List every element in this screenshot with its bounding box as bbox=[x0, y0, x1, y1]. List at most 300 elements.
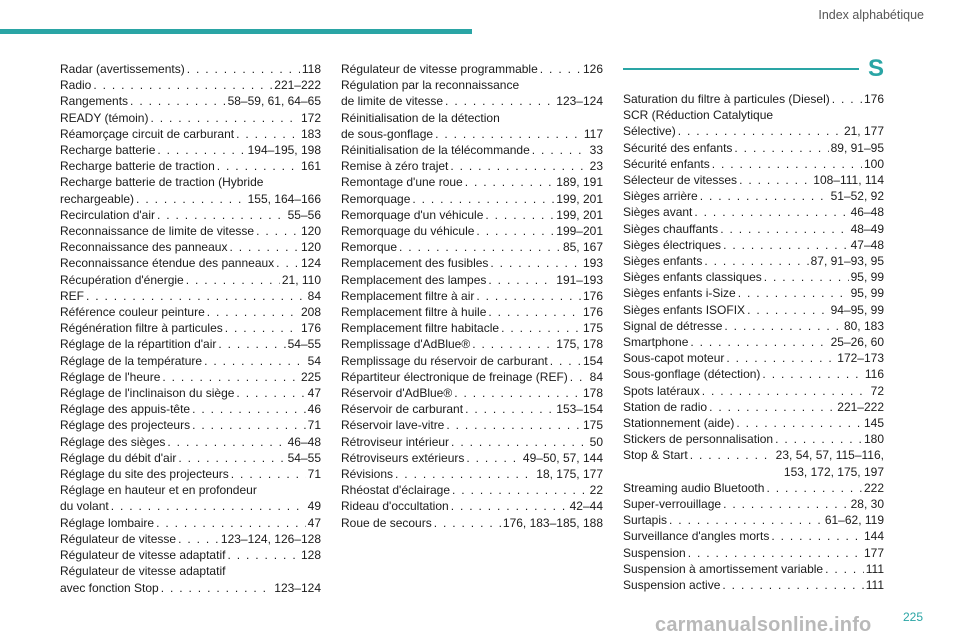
dot-leader bbox=[678, 123, 842, 139]
index-entry-text: Régulateur de vitesse adaptatif bbox=[60, 564, 226, 579]
index-entry bbox=[623, 156, 884, 172]
index-entry-row bbox=[623, 350, 884, 366]
index-entry-text: de sous-gonflage bbox=[341, 126, 434, 141]
index-entry-row bbox=[341, 126, 603, 142]
dot-leader bbox=[723, 237, 849, 253]
dot-leader bbox=[726, 350, 835, 366]
index-entry bbox=[623, 496, 884, 512]
page-number: 225 bbox=[902, 610, 923, 624]
dot-leader bbox=[136, 191, 246, 207]
dot-leader bbox=[229, 239, 299, 255]
index-entry bbox=[60, 77, 321, 93]
index-entry-text: Sièges avant bbox=[623, 205, 693, 220]
index-entry bbox=[623, 415, 884, 431]
index-entry-row bbox=[623, 221, 884, 237]
index-entry-pages: 23, 54, 57, 115–116, bbox=[775, 448, 884, 463]
dot-leader bbox=[775, 431, 862, 447]
index-entry-text: Référence couleur peinture bbox=[60, 305, 205, 320]
index-entry bbox=[623, 447, 884, 479]
index-entry bbox=[60, 515, 321, 531]
index-entry-pages: 183 bbox=[300, 126, 321, 141]
dot-leader bbox=[452, 482, 588, 498]
dot-leader bbox=[771, 528, 862, 544]
index-entry-text: Réamorçage circuit de carburant bbox=[60, 126, 235, 141]
index-entry-row bbox=[341, 401, 603, 417]
dot-leader bbox=[236, 385, 305, 401]
index-entry-row bbox=[623, 253, 884, 269]
index-entry bbox=[341, 336, 603, 352]
section-rule bbox=[623, 68, 859, 70]
dot-leader bbox=[207, 304, 299, 320]
index-entry-row bbox=[623, 447, 884, 463]
index-entry-text: Recirculation d'air bbox=[60, 207, 155, 222]
dot-leader bbox=[465, 174, 555, 190]
index-entry-text: Reconnaissance des panneaux bbox=[60, 240, 228, 255]
index-entry-row bbox=[623, 383, 884, 399]
index-entry-text: Sièges chauffants bbox=[623, 221, 719, 236]
index-entry bbox=[60, 126, 321, 142]
index-entry-text: Suspension bbox=[623, 545, 686, 560]
index-entry bbox=[60, 531, 321, 547]
index-entry-row bbox=[623, 512, 884, 528]
index-entry bbox=[60, 93, 321, 109]
dot-leader bbox=[86, 288, 306, 304]
index-entry bbox=[60, 239, 321, 255]
index-entry-pages: 94–95, 99 bbox=[830, 302, 884, 317]
index-entry-pages: 22 bbox=[589, 483, 603, 498]
index-entry-pages: 176 bbox=[863, 92, 884, 106]
index-entry-text: Stickers de personnalisation bbox=[623, 432, 774, 447]
index-entry-text: Rétroviseur intérieur bbox=[341, 434, 450, 449]
dot-leader bbox=[488, 272, 554, 288]
index-entry-row bbox=[60, 61, 321, 77]
index-entry-row bbox=[60, 77, 321, 93]
watermark: carmanualsonline.info bbox=[655, 614, 872, 636]
index-entry-pages: 120 bbox=[300, 224, 321, 239]
index-entry-text: Sièges enfants classiques bbox=[623, 270, 762, 285]
dot-leader bbox=[451, 434, 588, 450]
index-entry-row bbox=[60, 272, 321, 288]
dot-leader bbox=[550, 353, 581, 369]
index-entry bbox=[341, 466, 603, 482]
index-entry-text: Radar (avertissements) bbox=[60, 62, 185, 76]
index-entry bbox=[60, 272, 321, 288]
index-entry-text: Sécurité des enfants bbox=[623, 140, 733, 155]
index-entry bbox=[623, 140, 884, 156]
index-entry-pages: 95, 99 bbox=[850, 270, 884, 285]
index-entry bbox=[60, 434, 321, 450]
index-entry bbox=[341, 61, 603, 77]
index-entry-text: Réglage lombaire bbox=[60, 515, 155, 530]
dot-leader bbox=[540, 61, 581, 77]
index-entry-pages-cont: 153, 172, 175, 197 bbox=[783, 464, 884, 479]
index-entry-pages: 95, 99 bbox=[850, 286, 884, 301]
index-entry-text: Signal de détresse bbox=[623, 318, 723, 333]
index-entry-text: Smartphone bbox=[623, 335, 689, 350]
index-entry-text: Réglage de la répartition d'air bbox=[60, 337, 217, 352]
index-entry bbox=[341, 174, 603, 190]
index-entry-row bbox=[60, 239, 321, 255]
index-entry bbox=[623, 334, 884, 350]
index-entry-pages: 117 bbox=[583, 126, 603, 141]
index-entry-pages: 87, 91–93, 95 bbox=[810, 254, 884, 269]
index-entry-text: Saturation du filtre à particules (Diesel) bbox=[623, 92, 830, 106]
dot-leader bbox=[434, 515, 501, 531]
index-entry-text: Stationnement (aide) bbox=[623, 416, 735, 431]
index-entry-row bbox=[341, 320, 603, 336]
dot-leader bbox=[712, 156, 862, 172]
index-entry bbox=[341, 110, 603, 142]
index-entry-pages: 47 bbox=[307, 515, 321, 530]
index-entry bbox=[623, 285, 884, 301]
index-entry bbox=[341, 239, 603, 255]
index-entry-pages: 123–124 bbox=[274, 580, 321, 595]
dot-leader bbox=[399, 239, 561, 255]
header-accent-bar bbox=[0, 29, 472, 34]
index-entry-pages: 47–48 bbox=[850, 237, 884, 252]
index-entry-text: Streaming audio Bluetooth bbox=[623, 480, 765, 495]
dot-leader bbox=[747, 302, 829, 318]
index-entry-pages: 221–222 bbox=[274, 78, 321, 93]
index-entry bbox=[341, 207, 603, 223]
index-entry-row bbox=[623, 156, 884, 172]
index-entry-row bbox=[341, 498, 603, 514]
index-entry-row bbox=[60, 288, 321, 304]
index-entry-row bbox=[60, 417, 321, 433]
index-entry-pages: 111 bbox=[865, 578, 884, 593]
index-entry-row bbox=[341, 434, 603, 450]
index-entry-text: Réglage de la température bbox=[60, 353, 203, 368]
index-entry-row bbox=[341, 158, 603, 174]
index-entry-pages: 176 bbox=[300, 321, 321, 336]
index-entry-row bbox=[341, 369, 603, 385]
index-entry-text: Régénération filtre à particules bbox=[60, 321, 223, 336]
index-entry-text: Réinitialisation de la télécommande bbox=[341, 143, 530, 158]
dot-leader bbox=[162, 369, 299, 385]
index-entry-row bbox=[623, 188, 884, 204]
index-entry-pages: 50 bbox=[589, 434, 603, 449]
dot-leader bbox=[256, 223, 299, 239]
index-entry-pages: 71 bbox=[307, 467, 321, 482]
index-entry-text: Réglage en hauteur et en profondeur bbox=[60, 483, 257, 498]
index-entry bbox=[60, 466, 321, 482]
index-entry bbox=[60, 207, 321, 223]
index-entry bbox=[341, 369, 603, 385]
index-entry-row bbox=[623, 399, 884, 415]
dot-leader bbox=[690, 334, 828, 350]
index-entry-row bbox=[60, 466, 321, 482]
index-entry bbox=[341, 320, 603, 336]
index-entry bbox=[341, 158, 603, 174]
index-entry-row bbox=[60, 93, 321, 109]
index-entry-text: Remise à zéro trajet bbox=[341, 159, 449, 174]
index-entry-text: rechargeable) bbox=[60, 191, 135, 206]
dot-leader bbox=[276, 255, 299, 271]
dot-leader bbox=[93, 77, 272, 93]
index-entry-text: Sièges enfants i-Size bbox=[623, 286, 736, 301]
index-entry bbox=[341, 417, 603, 433]
dot-leader bbox=[488, 304, 581, 320]
index-entry bbox=[60, 320, 321, 336]
index-entry bbox=[341, 272, 603, 288]
index-entry-pages: 18, 175, 177 bbox=[536, 467, 603, 482]
index-entry-row bbox=[341, 174, 603, 190]
index-entry-row bbox=[60, 110, 321, 126]
index-entry-row bbox=[623, 431, 884, 447]
index-column-1 bbox=[60, 61, 321, 596]
index-entry bbox=[623, 302, 884, 318]
index-entry-pages: 33 bbox=[589, 143, 603, 158]
dot-leader bbox=[490, 255, 581, 271]
dot-leader bbox=[192, 417, 306, 433]
index-entry-text: Stop & Start bbox=[623, 448, 688, 463]
index-entry-text: Remorque bbox=[341, 240, 398, 255]
index-entry-pages: 71 bbox=[307, 418, 321, 433]
index-entry-pages: 120 bbox=[300, 240, 321, 255]
index-entry-text: Remorquage bbox=[341, 191, 411, 206]
index-entry-text: Remplacement des lampes bbox=[341, 272, 487, 287]
index-entry-pages: 118 bbox=[301, 62, 321, 76]
dot-leader bbox=[186, 272, 280, 288]
index-entry-text: Surveillance d'angles morts bbox=[623, 529, 770, 544]
dot-leader bbox=[446, 417, 581, 433]
index-entry-text: Remplissage d'AdBlue® bbox=[341, 337, 471, 352]
dot-leader bbox=[485, 207, 554, 223]
index-entry-pages: 58–59, 61, 64–65 bbox=[227, 94, 321, 109]
dot-leader bbox=[395, 466, 534, 482]
dot-leader bbox=[465, 401, 554, 417]
dot-leader bbox=[225, 320, 299, 336]
index-entry-row bbox=[341, 385, 603, 401]
index-entry-pages: 222 bbox=[863, 480, 884, 495]
index-entry-row bbox=[623, 123, 884, 139]
index-entry-text: avec fonction Stop bbox=[60, 580, 159, 595]
dot-leader bbox=[454, 385, 581, 401]
dot-leader bbox=[192, 401, 306, 417]
index-entry-row bbox=[341, 272, 603, 288]
index-entry bbox=[60, 385, 321, 401]
dot-leader bbox=[476, 288, 581, 304]
dot-leader bbox=[412, 191, 554, 207]
index-entry-text: Sièges enfants ISOFIX bbox=[623, 302, 746, 317]
index-entry-pages: 54–55 bbox=[287, 450, 321, 465]
page-header bbox=[0, 0, 960, 48]
index-entry bbox=[60, 255, 321, 271]
index-entry bbox=[341, 255, 603, 271]
index-entry-text: Réglage du débit d'air bbox=[60, 450, 177, 465]
index-entry-row bbox=[623, 285, 884, 301]
index-entry-text: Remplacement filtre habitacle bbox=[341, 321, 500, 336]
index-entry bbox=[623, 204, 884, 220]
index-entry-text: Sous-capot moteur bbox=[623, 351, 725, 366]
index-entry-pages: 49–50, 57, 144 bbox=[522, 450, 603, 465]
index-entry-row bbox=[60, 498, 321, 514]
index-entry-row bbox=[623, 334, 884, 350]
dot-leader bbox=[231, 466, 306, 482]
index-entry bbox=[623, 383, 884, 399]
index-entry bbox=[623, 480, 884, 496]
index-entry bbox=[60, 353, 321, 369]
index-entry-text: de limite de vitesse bbox=[341, 94, 444, 109]
index-entry bbox=[623, 172, 884, 188]
index-entry bbox=[341, 482, 603, 498]
index-entry-text: Régulateur de vitesse adaptatif bbox=[60, 548, 226, 563]
index-entry-pages: 46 bbox=[307, 402, 321, 417]
index-entry-row bbox=[341, 288, 603, 304]
index-entry bbox=[623, 577, 884, 593]
index-entry bbox=[341, 434, 603, 450]
index-entry-row bbox=[60, 450, 321, 466]
index-entry bbox=[60, 401, 321, 417]
index-entry-pages: 199, 201 bbox=[556, 207, 603, 222]
index-entry-row bbox=[60, 434, 321, 450]
index-entry-text: Sécurité enfants bbox=[623, 156, 710, 171]
index-entry-text: Rhéostat d'éclairage bbox=[341, 483, 451, 498]
index-entry-pages: 72 bbox=[870, 383, 884, 398]
index-entry-text: Réservoir d'AdBlue® bbox=[341, 386, 453, 401]
index-entry bbox=[341, 401, 603, 417]
index-entry-pages: 21, 110 bbox=[281, 272, 321, 287]
index-entry-row bbox=[60, 369, 321, 385]
index-entry-row bbox=[341, 142, 603, 158]
index-entry-pages: 145 bbox=[863, 416, 884, 431]
index-entry-row bbox=[60, 353, 321, 369]
section-letter: S bbox=[867, 55, 884, 82]
index-entry-pages: 28, 30 bbox=[850, 497, 884, 512]
index-entry-row bbox=[60, 142, 321, 158]
index-entry bbox=[623, 545, 884, 561]
dot-leader bbox=[450, 158, 587, 174]
index-entry bbox=[60, 563, 321, 595]
index-entry bbox=[60, 304, 321, 320]
index-entry-row bbox=[60, 531, 321, 547]
index-entry-text: Régulateur de vitesse bbox=[60, 531, 177, 546]
index-entry-pages: 177 bbox=[863, 545, 884, 560]
index-entry bbox=[60, 450, 321, 466]
index-entry-pages: 23 bbox=[589, 159, 603, 174]
index-entry bbox=[623, 91, 884, 107]
index-entry-pages: 61–62, 119 bbox=[824, 513, 884, 528]
dot-leader bbox=[832, 91, 862, 107]
index-entry-text: Révisions bbox=[341, 467, 394, 482]
index-entry bbox=[341, 515, 603, 531]
index-entry-text: Suspension active bbox=[623, 578, 721, 593]
index-entry-row bbox=[341, 93, 603, 109]
index-entry-text: Régulateur de vitesse programmable bbox=[341, 62, 538, 76]
index-entry-pages: 175 bbox=[582, 321, 603, 336]
index-entry-pages: 100 bbox=[863, 156, 884, 171]
index-column-3 bbox=[623, 55, 884, 593]
index-entry-row bbox=[341, 207, 603, 223]
index-entry-pages: 128 bbox=[300, 548, 321, 563]
index-entry-text: Recharge batterie de traction (Hybride bbox=[60, 175, 264, 190]
index-entry bbox=[341, 288, 603, 304]
dot-leader bbox=[723, 496, 849, 512]
index-entry-text: Recharge batterie bbox=[60, 143, 156, 158]
index-entry-text: Réglage du site des projecteurs bbox=[60, 467, 229, 482]
index-entry bbox=[60, 547, 321, 563]
index-entry bbox=[60, 417, 321, 433]
index-entry bbox=[623, 188, 884, 204]
index-entry-pages: 111 bbox=[865, 561, 884, 576]
dot-leader bbox=[156, 515, 306, 531]
index-entry bbox=[60, 61, 321, 77]
index-entry-pages: 191–193 bbox=[556, 272, 603, 287]
index-entry-row bbox=[341, 353, 603, 369]
index-entry-text: Remplacement des fusibles bbox=[341, 256, 489, 271]
index-entry-pages: 54 bbox=[307, 353, 321, 368]
index-entry-row bbox=[623, 366, 884, 382]
dot-leader bbox=[161, 580, 273, 596]
index-entry-text: Régulation par la reconnaissance bbox=[341, 78, 520, 93]
index-entry-row bbox=[341, 191, 603, 207]
index-entry-row bbox=[341, 255, 603, 271]
dot-leader bbox=[157, 142, 245, 158]
index-entry-text: SCR (Réduction Catalytique bbox=[623, 108, 774, 123]
index-entry-text: READY (témoin) bbox=[60, 110, 149, 125]
index-entry-pages: 154 bbox=[582, 353, 603, 368]
index-entry-pages: 54–55 bbox=[287, 337, 321, 352]
dot-leader bbox=[451, 498, 568, 514]
index-entry-text: Remontage d'une roue bbox=[341, 175, 463, 190]
dot-leader bbox=[736, 415, 862, 431]
header-title: Index alphabétique bbox=[818, 8, 924, 22]
index-entry bbox=[60, 369, 321, 385]
index-entry-row bbox=[60, 191, 321, 207]
dot-leader bbox=[688, 545, 862, 561]
index-entry-pages: 199–201 bbox=[556, 224, 603, 239]
index-entry-pages: 123–124, 126–128 bbox=[220, 531, 321, 546]
index-entry bbox=[623, 221, 884, 237]
index-entry-pages: 199, 201 bbox=[556, 191, 603, 206]
dot-leader bbox=[472, 336, 554, 352]
index-entry bbox=[623, 253, 884, 269]
index-entry-pages: 123–124 bbox=[556, 94, 603, 109]
dot-leader bbox=[178, 450, 285, 466]
index-entry bbox=[623, 561, 884, 577]
index-entry bbox=[341, 498, 603, 514]
index-entry-text: Réinitialisation de la détection bbox=[341, 110, 500, 125]
index-entry-pages: 172 bbox=[300, 110, 321, 125]
index-entry-pages: 48–49 bbox=[850, 221, 884, 236]
index-entry-pages: 21, 177 bbox=[843, 124, 884, 139]
index-entry-row bbox=[60, 336, 321, 352]
index-entry bbox=[341, 191, 603, 207]
index-entry-row bbox=[623, 480, 884, 496]
index-entry-row bbox=[60, 320, 321, 336]
index-entry-row bbox=[60, 401, 321, 417]
index-entry-text: Reconnaissance de limite de vitesse bbox=[60, 224, 255, 239]
index-entry-row bbox=[341, 239, 603, 255]
index-entry-pages: 84 bbox=[589, 369, 603, 384]
index-entry bbox=[623, 269, 884, 285]
index-entry-pages: 108–111, 114 bbox=[813, 173, 884, 188]
dot-leader bbox=[690, 447, 774, 463]
index-entry-row bbox=[60, 255, 321, 271]
index-entry-pages: 42–44 bbox=[569, 499, 603, 514]
index-entry-pages: 84 bbox=[307, 288, 321, 303]
index-entry bbox=[60, 158, 321, 174]
dot-leader bbox=[700, 188, 829, 204]
index-entry-row bbox=[341, 61, 603, 77]
index-entry-row bbox=[623, 204, 884, 220]
dot-leader bbox=[709, 399, 835, 415]
index-entry-pages: 221–222 bbox=[837, 399, 884, 414]
index-entry-text: Répartiteur électronique de freinage (REF) bbox=[341, 369, 568, 384]
index-entry-row bbox=[623, 140, 884, 156]
index-entry-pages: 46–48 bbox=[287, 434, 321, 449]
index-entry-pages: 225 bbox=[300, 369, 321, 384]
